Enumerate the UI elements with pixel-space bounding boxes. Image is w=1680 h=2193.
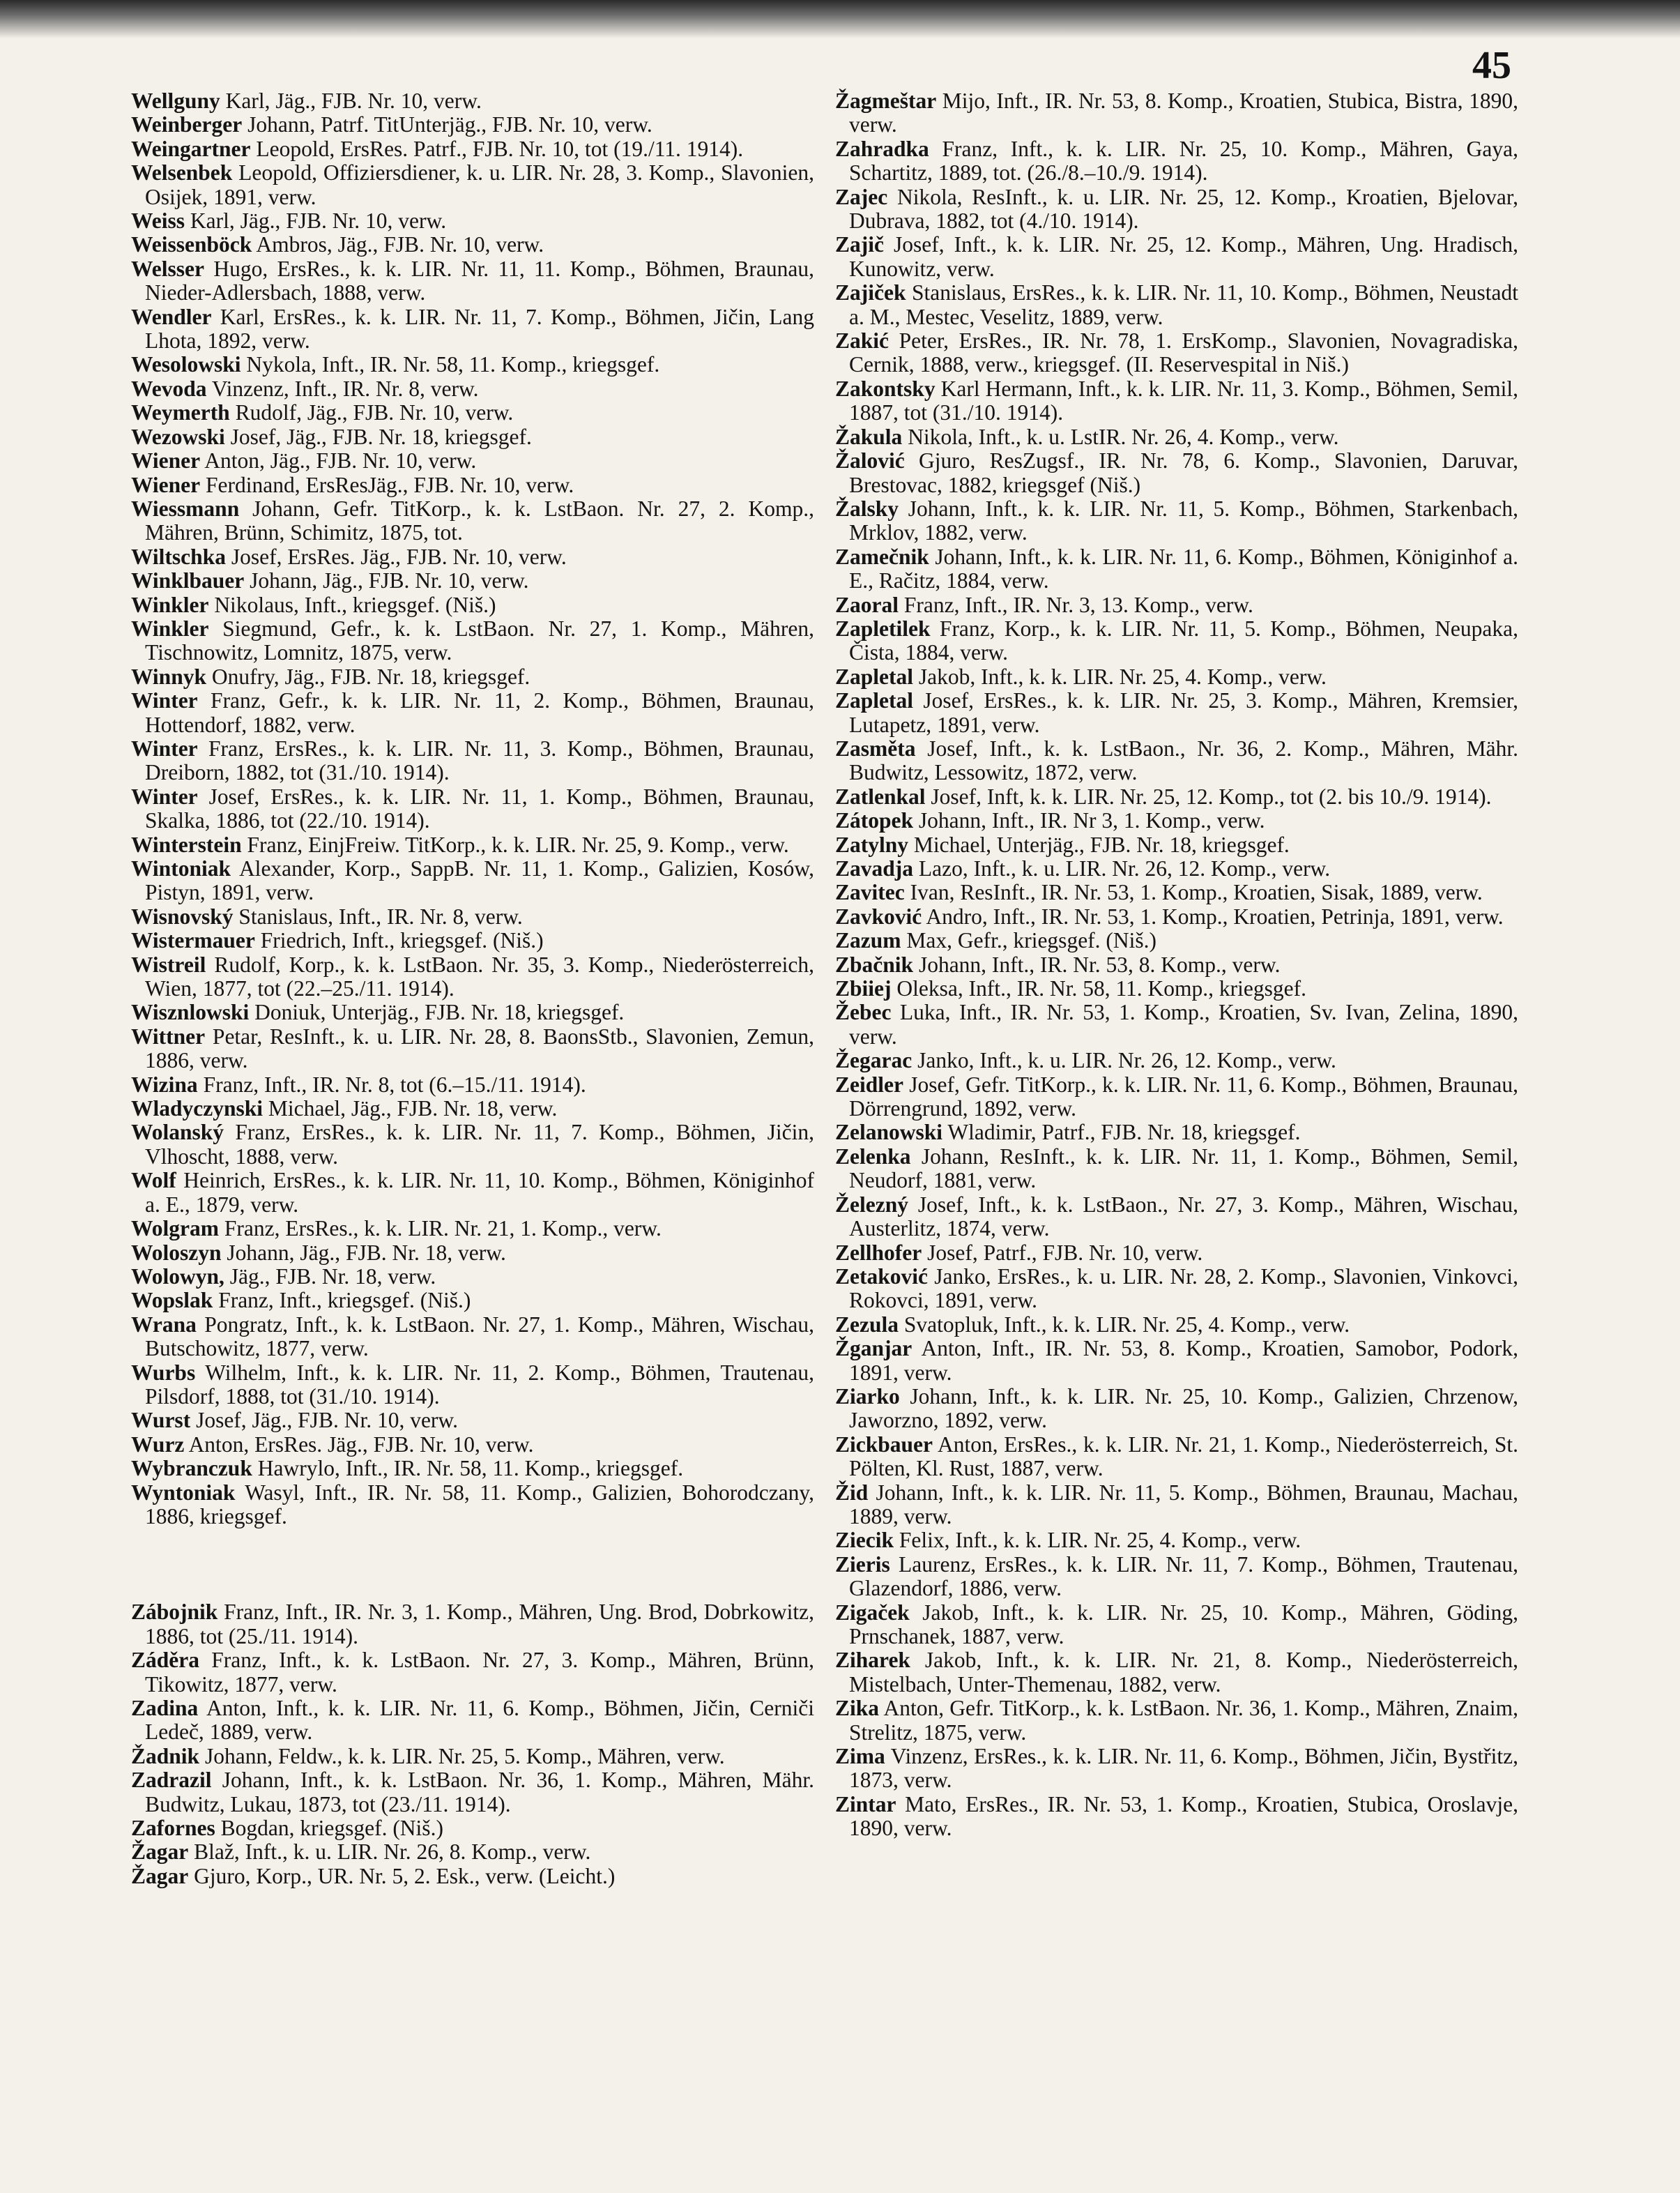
entry-details: Hugo, ErsRes., k. k. LIR. Nr. 11, 11. Komp., Böhmen, Braunau, Nieder-Adlersbach, 1888, verw.: [145, 256, 814, 305]
list-entry: [835, 617, 1518, 665]
entry-surname: Wladyczynski: [131, 1096, 264, 1121]
list-entry: [131, 161, 814, 209]
list-entry: [131, 425, 814, 449]
list-entry: [131, 137, 814, 161]
list-entry: [835, 1001, 1518, 1049]
entry-details: Josef, ErsRes., k. k. LIR. Nr. 11, 1. Komp., Böhmen, Braunau, Skalka, 1886, tot (22./10. 1914).: [145, 784, 814, 833]
list-entry: [131, 233, 814, 257]
list-entry: [835, 665, 1518, 689]
entry-surname: Zajec: [835, 184, 888, 209]
list-entry: [835, 1697, 1518, 1745]
entry-details: Johann, Inft., k. k. LIR. Nr. 11, 6. Komp., Böhmen, Königinhof a. E., Račitz, 1884, verw.: [849, 544, 1519, 593]
entry-details: Jakob, Inft., k. k. LIR. Nr. 25, 4. Komp., verw.: [918, 664, 1327, 689]
entry-details: Janko, Inft., k. u. LIR. Nr. 26, 12. Komp., verw.: [917, 1048, 1336, 1073]
entry-surname: Zellhofer: [835, 1240, 922, 1265]
list-entry: [131, 1697, 814, 1745]
list-entry: [835, 1145, 1518, 1193]
entry-surname: Winklbauer: [131, 568, 245, 593]
entry-surname: Žagar: [131, 1863, 189, 1888]
entry-surname: Wiener: [131, 448, 201, 473]
entry-details: Stanislaus, ErsRes., k. k. LIR. Nr. 11, 10. Komp., Böhmen, Neustadt a. M., Mestec, Veselitz, 1889, verw.: [849, 280, 1518, 329]
list-entry: [131, 305, 814, 354]
list-entry: [131, 1025, 814, 1073]
entry-details: Johann, ResInft., k. k. LIR. Nr. 11, 1. Komp., Böhmen, Semil, Neudorf, 1881, verw.: [849, 1144, 1519, 1193]
entry-details: Onufry, Jäg., FJB. Nr. 18, kriegsgef.: [211, 664, 530, 689]
list-entry: [131, 929, 814, 953]
entry-surname: Wiener: [131, 472, 201, 497]
entry-surname: Zapletal: [835, 664, 914, 689]
list-entry: [131, 1745, 814, 1768]
casualty-list-z-continued: [835, 89, 1518, 1841]
entry-surname: Zadrazil: [131, 1768, 212, 1793]
entry-surname: Zieris: [835, 1551, 890, 1577]
list-entry: [835, 785, 1518, 809]
entry-surname: Zickbauer: [835, 1432, 933, 1457]
entry-surname: Wurz: [131, 1432, 185, 1457]
entry-details: Siegmund, Gefr., k. k. LstBaon. Nr. 27, 1. Komp., Mähren, Tischnowitz, Lomnitz, 1875, verw.: [145, 616, 815, 665]
entry-surname: Winter: [131, 736, 198, 761]
list-entry: [835, 281, 1518, 329]
entry-surname: Zelanowski: [835, 1120, 943, 1145]
entry-details: Nikolaus, Inft., kriegsgef. (Niš.): [214, 592, 496, 617]
entry-surname: Žalović: [835, 448, 905, 473]
list-entry: [835, 1073, 1518, 1121]
entry-details: Johann, Inft., k. k. LIR. Nr. 25, 10. Komp., Galizien, Chrzenow, Jaworzno, 1892, verw.: [849, 1383, 1518, 1433]
entry-surname: Železný: [835, 1192, 908, 1217]
entry-surname: Winkler: [131, 616, 209, 641]
entry-surname: Žagar: [131, 1839, 189, 1865]
entry-details: Johann, Inft., k. k. LIR. Nr. 11, 5. Komp., Böhmen, Starkenbach, Mrklov, 1882, verw.: [849, 496, 1518, 545]
entry-surname: Zátopek: [835, 808, 914, 833]
entry-details: Josef, Inft., k. k. LstBaon., Nr. 36, 2. Komp., Mähren, Mähr. Budwitz, Lessowitz, 1872, verw.: [849, 736, 1518, 785]
entry-surname: Žid: [835, 1480, 869, 1505]
list-entry: [131, 1361, 814, 1409]
list-entry: [131, 1169, 814, 1217]
list-entry: [131, 569, 814, 593]
list-entry: [835, 449, 1518, 497]
entry-surname: Wiltschka: [131, 544, 226, 569]
list-entry: [131, 1865, 814, 1888]
list-entry: [131, 209, 814, 233]
entry-surname: Zakontsky: [835, 376, 936, 401]
entry-surname: Zajič: [835, 232, 884, 257]
list-entry: [835, 1337, 1518, 1385]
entry-surname: Zeidler: [835, 1072, 903, 1097]
entry-surname: Wrana: [131, 1312, 197, 1337]
entry-surname: Wintoniak: [131, 856, 231, 881]
entry-details: Nykola, Inft., IR. Nr. 58, 11. Komp., kriegsgef.: [246, 352, 660, 377]
entry-surname: Weiss: [131, 208, 185, 234]
entry-details: Leopold, Offiziersdiener, k. u. LIR. Nr. 28, 3. Komp., Slavonien, Osijek, 1891, verw.: [145, 160, 814, 209]
entry-surname: Welsenbek: [131, 160, 233, 185]
entry-details: Wladimir, Patrf., FJB. Nr. 18, kriegsgef.: [947, 1120, 1301, 1145]
entry-details: Svatopluk, Inft., k. k. LIR. Nr. 25, 4. Komp., verw.: [903, 1312, 1350, 1337]
entry-details: Nikola, Inft., k. u. LstIR. Nr. 26, 4. Komp., verw.: [908, 424, 1339, 449]
list-entry: [131, 1648, 814, 1697]
list-entry: [131, 497, 814, 545]
entry-surname: Woloszyn: [131, 1240, 222, 1265]
entry-details: Max, Gefr., kriegsgef. (Niš.): [906, 928, 1157, 953]
entry-surname: Zasměta: [835, 736, 916, 761]
entry-details: Ferdinand, ErsResJäg., FJB. Nr. 10, verw.: [206, 472, 574, 497]
entry-details: Laurenz, ErsRes., k. k. LIR. Nr. 11, 7. Komp., Böhmen, Trautenau, Glazendorf, 1886, verw.: [849, 1551, 1519, 1601]
list-entry: [131, 1217, 814, 1240]
list-entry: [835, 377, 1518, 425]
entry-details: Johann, Inft., IR. Nr. 53, 8. Komp., verw.: [918, 952, 1281, 977]
list-entry: [835, 1433, 1518, 1481]
entry-details: Johann, Jäg., FJB. Nr. 18, verw.: [227, 1240, 506, 1265]
entry-surname: Zavadja: [835, 856, 914, 881]
list-entry: [131, 1241, 814, 1265]
entry-details: Franz, ErsRes., k. k. LIR. Nr. 21, 1. Komp., verw.: [224, 1216, 662, 1241]
entry-surname: Ziharek: [835, 1648, 910, 1673]
entry-surname: Zima: [835, 1744, 885, 1769]
entry-details: Stanislaus, Inft., IR. Nr. 8, verw.: [238, 904, 523, 929]
entry-surname: Wisznlowski: [131, 1000, 250, 1025]
entry-details: Johann, Jäg., FJB. Nr. 10, verw.: [250, 568, 529, 593]
entry-details: Josef, Jäg., FJB. Nr. 18, kriegsgef.: [230, 424, 532, 449]
list-entry: [835, 1385, 1518, 1433]
entry-surname: Zezula: [835, 1312, 899, 1337]
entry-surname: Zadina: [131, 1696, 199, 1720]
entry-surname: Winterstein: [131, 832, 242, 857]
list-entry: [835, 1049, 1518, 1072]
entry-details: Karl Hermann, Inft., k. k. LIR. Nr. 11, 3. Komp., Böhmen, Semil, 1887, tot (31./10. 1914).: [849, 376, 1518, 425]
list-entry: [131, 617, 814, 665]
entry-details: Oleksa, Inft., IR. Nr. 58, 11. Komp., kriegsgef.: [896, 976, 1307, 1001]
entry-surname: Wurst: [131, 1408, 191, 1433]
entry-surname: Winnyk: [131, 664, 206, 689]
scan-edge-shadow: [0, 0, 1680, 38]
entry-details: Blaž, Inft., k. u. LIR. Nr. 26, 8. Komp., verw.: [194, 1839, 591, 1865]
entry-details: Anton, Inft., IR. Nr. 53, 8. Komp., Kroatien, Samobor, Podork, 1891, verw.: [849, 1336, 1518, 1385]
entry-surname: Zatlenkal: [835, 784, 926, 809]
list-entry: [835, 545, 1518, 593]
entry-details: Josef, Inft, k. k. LIR. Nr. 25, 12. Komp., tot (2. bis 10./9. 1914).: [931, 784, 1492, 809]
entry-surname: Wezowski: [131, 424, 225, 449]
entry-surname: Wistreil: [131, 952, 206, 977]
entry-details: Jakob, Inft., k. k. LIR. Nr. 25, 10. Komp., Mähren, Göding, Prnschanek, 1887, verw.: [849, 1600, 1518, 1648]
entry-surname: Zbiiej: [835, 976, 892, 1001]
entry-details: Rudolf, Jäg., FJB. Nr. 10, verw.: [235, 400, 514, 425]
list-entry: [131, 1600, 814, 1648]
entry-details: Lazo, Inft., k. u. LIR. Nr. 26, 12. Komp., verw.: [918, 856, 1331, 881]
entry-details: Franz, Inft., k. k. LIR. Nr. 25, 10. Komp., Mähren, Gaya, Schartitz, 1889, tot. (26./8.–10./9. 1914).: [849, 136, 1518, 185]
entry-details: Johann, Inft., k. k. LstBaon. Nr. 36, 1. Komp., Mähren, Mähr. Budwitz, Lukau, 1873, tot (23./11. 1914).: [145, 1768, 814, 1816]
entry-details: Rudolf, Korp., k. k. LstBaon. Nr. 35, 3. Komp., Niederösterreich, Wien, 1877, tot (22.–25./11. 1914).: [145, 952, 814, 1001]
list-entry: [131, 353, 814, 377]
entry-details: Gjuro, ResZugsf., IR. Nr. 78, 6. Komp., Slavonien, Daruvar, Brestovac, 1882, kriegsgef (Niš.): [849, 448, 1518, 497]
list-entry: [131, 1073, 814, 1097]
entry-surname: Welsser: [131, 256, 204, 281]
entry-surname: Zatylny: [835, 832, 909, 857]
list-entry: [131, 473, 814, 497]
entry-surname: Weinberger: [131, 112, 243, 137]
list-entry: [835, 1601, 1518, 1649]
entry-details: Gjuro, Korp., UR. Nr. 5, 2. Esk., verw. (Leicht.): [194, 1863, 616, 1888]
entry-surname: Wellguny: [131, 89, 220, 113]
list-entry: [131, 89, 814, 113]
entry-surname: Zamečnik: [835, 544, 929, 569]
list-entry: [835, 137, 1518, 185]
list-entry: [835, 881, 1518, 904]
entry-details: Karl, Jäg., FJB. Nr. 10, verw.: [225, 89, 482, 113]
entry-surname: Žadnik: [131, 1743, 200, 1768]
list-entry: [835, 233, 1518, 281]
entry-details: Johann, Feldw., k. k. LIR. Nr. 25, 5. Komp., Mähren, verw.: [204, 1743, 725, 1768]
list-entry: [131, 593, 814, 617]
list-entry: [131, 953, 814, 1001]
entry-surname: Wopslak: [131, 1288, 213, 1313]
entry-details: Heinrich, ErsRes., k. k. LIR. Nr. 11, 10. Komp., Böhmen, Königinhof a. E., 1879, verw.: [145, 1168, 814, 1217]
list-entry: [131, 1433, 814, 1457]
list-entry: [835, 737, 1518, 785]
entry-details: Jäg., FJB. Nr. 18, verw.: [229, 1264, 436, 1289]
list-entry: [835, 89, 1518, 137]
entry-details: Mijo, Inft., IR. Nr. 53, 8. Komp., Kroatien, Stubica, Bistra, 1890, verw.: [849, 89, 1518, 137]
list-entry: [131, 1457, 814, 1480]
entry-details: Franz, EinjFreiw. TitKorp., k. k. LIR. Nr. 25, 9. Komp., verw.: [247, 832, 789, 857]
list-entry: [131, 1097, 814, 1121]
entry-details: Petar, ResInft., k. u. LIR. Nr. 28, 8. BaonsStb., Slavonien, Zemun, 1886, verw.: [145, 1024, 815, 1073]
section-gap: [131, 1528, 814, 1600]
entry-details: Jakob, Inft., k. k. LIR. Nr. 21, 8. Komp., Niederösterreich, Mistelbach, Unter-Themenau, 1882, verw.: [849, 1648, 1519, 1697]
list-entry: [131, 857, 814, 905]
entry-surname: Wolanský: [131, 1120, 224, 1145]
entry-surname: Zafornes: [131, 1816, 215, 1841]
list-entry: [835, 809, 1518, 833]
entry-surname: Wistermauer: [131, 928, 255, 953]
entry-details: Andro, Inft., IR. Nr. 53, 1. Komp., Kroatien, Petrinja, 1891, verw.: [926, 904, 1504, 929]
list-entry: [835, 1528, 1518, 1552]
list-entry: [131, 401, 814, 425]
entry-details: Hawrylo, Inft., IR. Nr. 58, 11. Komp., kriegsgef.: [257, 1456, 684, 1481]
list-entry: [131, 905, 814, 929]
list-entry: [835, 329, 1518, 377]
entry-surname: Žebec: [835, 1000, 892, 1025]
entry-details: Luka, Inft., IR. Nr. 53, 1. Komp., Kroatien, Sv. Ivan, Zelina, 1890, verw.: [849, 1000, 1519, 1049]
entry-surname: Wolowyn,: [131, 1264, 224, 1289]
entry-details: Franz, ErsRes., k. k. LIR. Nr. 11, 3. Komp., Böhmen, Braunau, Dreiborn, 1882, tot (31./10. 1914).: [145, 736, 815, 785]
entry-surname: Zbačnik: [835, 952, 914, 977]
entry-details: Johann, Gefr. TitKorp., k. k. LstBaon. Nr. 27, 2. Komp., Mähren, Brünn, Schimitz, 1875, tot.: [145, 496, 814, 545]
list-entry: [131, 1409, 814, 1432]
entry-details: Anton, Gefr. TitKorp., k. k. LstBaon. Nr. 36, 1. Komp., Mähren, Znaim, Strelitz, 1875, verw.: [849, 1696, 1518, 1745]
list-entry: [131, 113, 814, 137]
entry-surname: Zavitec: [835, 880, 905, 905]
entry-surname: Zelenka: [835, 1144, 911, 1169]
list-entry: [835, 953, 1518, 977]
entry-surname: Wyntoniak: [131, 1480, 236, 1505]
entry-details: Anton, ErsRes. Jäg., FJB. Nr. 10, verw.: [188, 1432, 534, 1457]
list-entry: [835, 185, 1518, 234]
list-entry: [835, 833, 1518, 857]
list-entry: [835, 1241, 1518, 1265]
list-entry: [835, 929, 1518, 953]
list-entry: [131, 665, 814, 689]
entry-surname: Zapletilek: [835, 616, 931, 641]
entry-surname: Ziecik: [835, 1528, 894, 1553]
entry-surname: Zintar: [835, 1791, 896, 1816]
list-entry: [835, 1553, 1518, 1601]
entry-details: Peter, ErsRes., IR. Nr. 78, 1. ErsKomp., Slavonien, Novagradiska, Cernik, 1888, verw., kriegsgef. (II. Reservespital in Niš.): [849, 328, 1518, 377]
entry-details: Josef, Gefr. TitKorp., k. k. LIR. Nr. 11, 6. Komp., Böhmen, Braunau, Dörrengrund, 1892, verw.: [849, 1072, 1519, 1121]
entry-details: Vinzenz, Inft., IR. Nr. 8, verw.: [211, 376, 479, 401]
entry-surname: Žalsky: [835, 496, 899, 521]
entry-details: Janko, ErsRes., k. u. LIR. Nr. 28, 2. Komp., Slavonien, Vinkovci, Rokovci, 1891, verw.: [849, 1264, 1518, 1313]
list-entry: [835, 1481, 1518, 1529]
list-entry: [835, 593, 1518, 617]
list-entry: [131, 1265, 814, 1289]
list-entry: [835, 1793, 1518, 1841]
entry-surname: Ziarko: [835, 1383, 900, 1409]
list-entry: [131, 377, 814, 401]
entry-surname: Zazum: [835, 928, 901, 953]
entry-surname: Winter: [131, 688, 198, 713]
entry-surname: Zigaček: [835, 1600, 910, 1625]
entry-surname: Wolf: [131, 1168, 176, 1193]
list-entry: [835, 689, 1518, 737]
entry-surname: Winter: [131, 784, 198, 809]
list-entry: [131, 449, 814, 473]
casualty-list-z: [131, 1600, 814, 1888]
entry-surname: Wizina: [131, 1072, 198, 1097]
entry-details: Anton, ErsRes., k. k. LIR. Nr. 21, 1. Komp., Niederösterreich, St. Pölten, Kl. Rust, 1887, verw.: [849, 1432, 1519, 1481]
entry-details: Nikola, ResInft., k. u. LIR. Nr. 25, 12. Komp., Kroatien, Bjelovar, Dubrava, 1882, tot (4./10. 1914).: [849, 184, 1518, 234]
list-entry: [835, 1121, 1518, 1144]
entry-surname: Zetaković: [835, 1264, 928, 1289]
list-entry: [835, 1193, 1518, 1241]
entry-surname: Zaoral: [835, 592, 899, 617]
entry-surname: Zika: [835, 1696, 880, 1721]
entry-details: Bogdan, kriegsgef. (Niš.): [220, 1816, 443, 1841]
list-entry: [835, 497, 1518, 545]
list-entry: [835, 857, 1518, 881]
entry-details: Pongratz, Inft., k. k. LstBaon. Nr. 27, 1. Komp., Mähren, Wischau, Butschowitz, 1877, verw.: [145, 1312, 815, 1361]
entry-surname: Weymerth: [131, 400, 230, 425]
list-entry: [131, 1289, 814, 1312]
entry-details: Ivan, ResInft., IR. Nr. 53, 1. Komp., Kroatien, Sisak, 1889, verw.: [910, 880, 1483, 905]
list-entry: [131, 833, 814, 857]
left-column: [131, 89, 814, 1888]
list-entry: [835, 905, 1518, 929]
list-entry: [131, 1840, 814, 1864]
list-entry: [131, 1313, 814, 1361]
entry-surname: Žegarac: [835, 1048, 912, 1073]
entry-details: Ambros, Jäg., FJB. Nr. 10, verw.: [256, 232, 544, 257]
entry-details: Friedrich, Inft., kriegsgef. (Niš.): [260, 928, 544, 953]
entry-surname: Wittner: [131, 1024, 206, 1049]
list-entry: [131, 257, 814, 305]
list-entry: [131, 785, 814, 833]
entry-details: Johann, Patrf. TitUnterjäg., FJB. Nr. 10, verw.: [247, 112, 652, 137]
entry-surname: Zapletal: [835, 688, 914, 713]
entry-surname: Žakula: [835, 424, 903, 449]
page-number: 45: [1472, 44, 1511, 87]
entry-details: Vinzenz, ErsRes., k. k. LIR. Nr. 11, 6. Komp., Böhmen, Jičin, Bystřitz, 1873, verw.: [849, 1744, 1518, 1793]
entry-details: Mato, ErsRes., IR. Nr. 53, 1. Komp., Kroatien, Stubica, Oroslavje, 1890, verw.: [849, 1791, 1518, 1841]
entry-details: Franz, Inft., kriegsgef. (Niš.): [218, 1288, 471, 1313]
list-entry: [131, 737, 814, 785]
list-entry: [131, 1816, 814, 1840]
list-entry: [131, 545, 814, 569]
entry-surname: Weingartner: [131, 136, 251, 161]
entry-details: Michael, Unterjäg., FJB. Nr. 18, kriegsgef.: [913, 832, 1290, 857]
entry-surname: Žganjar: [835, 1336, 912, 1361]
entry-surname: Zábojnik: [131, 1600, 218, 1625]
entry-surname: Wolgram: [131, 1216, 219, 1241]
entry-details: Franz, Korp., k. k. LIR. Nr. 11, 5. Komp., Böhmen, Neupaka, Čista, 1884, verw.: [849, 616, 1519, 665]
entry-surname: Zahradka: [835, 136, 929, 161]
list-entry: [835, 1313, 1518, 1337]
entry-surname: Wesolowski: [131, 352, 241, 377]
list-entry: [835, 425, 1518, 449]
entry-details: Wasyl, Inft., IR. Nr. 58, 11. Komp., Galizien, Bohorodczany, 1886, kriegsgef.: [145, 1480, 815, 1528]
list-entry: [131, 1121, 814, 1169]
entry-surname: Wendler: [131, 304, 212, 329]
entry-details: Karl, Jäg., FJB. Nr. 10, verw.: [190, 208, 447, 234]
list-entry: [131, 1001, 814, 1024]
entry-surname: Zakić: [835, 328, 889, 354]
entry-surname: Záděra: [131, 1648, 199, 1673]
entry-details: Anton, Inft., k. k. LIR. Nr. 11, 6. Komp., Böhmen, Jičin, Cerniči Ledeč, 1889, verw.: [145, 1696, 814, 1745]
right-column: [835, 89, 1518, 1841]
entry-details: Alexander, Korp., SappB. Nr. 11, 1. Komp., Galizien, Kosów, Pistyn, 1891, verw.: [145, 856, 814, 905]
list-entry: [835, 1265, 1518, 1313]
entry-details: Leopold, ErsRes. Patrf., FJB. Nr. 10, tot (19./11. 1914).: [256, 136, 744, 161]
entry-surname: Wurbs: [131, 1360, 196, 1385]
list-entry: [835, 1745, 1518, 1793]
entry-details: Josef, Inft., k. k. LstBaon., Nr. 27, 3. Komp., Mähren, Wischau, Austerlitz, 1874, verw.: [849, 1192, 1519, 1241]
entry-surname: Zavković: [835, 904, 922, 929]
list-entry: [835, 1648, 1518, 1697]
entry-details: Felix, Inft., k. k. LIR. Nr. 25, 4. Komp., verw.: [899, 1528, 1301, 1553]
entry-details: Johann, Inft., k. k. LIR. Nr. 11, 5. Komp., Böhmen, Braunau, Machau, 1889, verw.: [849, 1480, 1519, 1528]
entry-details: Doniuk, Unterjäg., FJB. Nr. 18, kriegsgef.: [254, 1000, 625, 1025]
entry-surname: Wiessmann: [131, 496, 240, 521]
entry-details: Franz, Inft., k. k. LstBaon. Nr. 27, 3. Komp., Mähren, Brünn, Tikowitz, 1877, verw.: [145, 1648, 815, 1697]
list-entry: [835, 977, 1518, 1001]
entry-surname: Winkler: [131, 592, 209, 617]
list-entry: [131, 689, 814, 737]
entry-surname: Zajiček: [835, 280, 906, 305]
entry-details: Franz, Inft., IR. Nr. 3, 13. Komp., verw.: [903, 592, 1253, 617]
entry-surname: Wisnovský: [131, 904, 234, 929]
entry-details: Anton, Jäg., FJB. Nr. 10, verw.: [204, 448, 477, 473]
entry-details: Josef, ErsRes. Jäg., FJB. Nr. 10, verw.: [231, 544, 567, 569]
entry-details: Wilhelm, Inft., k. k. LIR. Nr. 11, 2. Komp., Böhmen, Trautenau, Pilsdorf, 1888, tot (31./10. 1914).: [145, 1360, 814, 1409]
entry-details: Josef, Patrf., FJB. Nr. 10, verw.: [927, 1240, 1203, 1265]
entry-details: Franz, Inft., IR. Nr. 8, tot (6.–15./11. 1914).: [203, 1072, 586, 1097]
entry-details: Josef, Jäg., FJB. Nr. 10, verw.: [196, 1408, 459, 1433]
entry-surname: Weissenböck: [131, 232, 252, 257]
entry-details: Franz, Gefr., k. k. LIR. Nr. 11, 2. Komp., Böhmen, Braunau, Hottendorf, 1882, verw.: [145, 688, 814, 737]
list-entry: [131, 1768, 814, 1816]
entry-details: Josef, ErsRes., k. k. LIR. Nr. 25, 3. Komp., Mähren, Kremsier, Lutapetz, 1891, verw.: [849, 688, 1519, 737]
entry-surname: Wevoda: [131, 376, 207, 401]
entry-surname: Žagmeštar: [835, 89, 937, 113]
list-entry: [131, 1481, 814, 1529]
entry-details: Michael, Jäg., FJB. Nr. 18, verw.: [268, 1096, 558, 1121]
entry-details: Franz, ErsRes., k. k. LIR. Nr. 11, 7. Komp., Böhmen, Jičin, Vlhoscht, 1888, verw.: [145, 1120, 815, 1169]
casualty-list-w: [131, 89, 814, 1528]
entry-details: Johann, Inft., IR. Nr 3, 1. Komp., verw.: [918, 808, 1265, 833]
entry-details: Josef, Inft., k. k. LIR. Nr. 25, 12. Komp., Mähren, Ung. Hradisch, Kunowitz, verw.: [849, 232, 1518, 281]
entry-details: Franz, Inft., IR. Nr. 3, 1. Komp., Mähren, Ung. Brod, Dobrkowitz, 1886, tot (25./11. 1914).: [145, 1600, 815, 1648]
entry-surname: Wybranczuk: [131, 1456, 252, 1481]
entry-details: Karl, ErsRes., k. k. LIR. Nr. 11, 7. Komp., Böhmen, Jičin, Lang Lhota, 1892, verw.: [145, 304, 814, 354]
